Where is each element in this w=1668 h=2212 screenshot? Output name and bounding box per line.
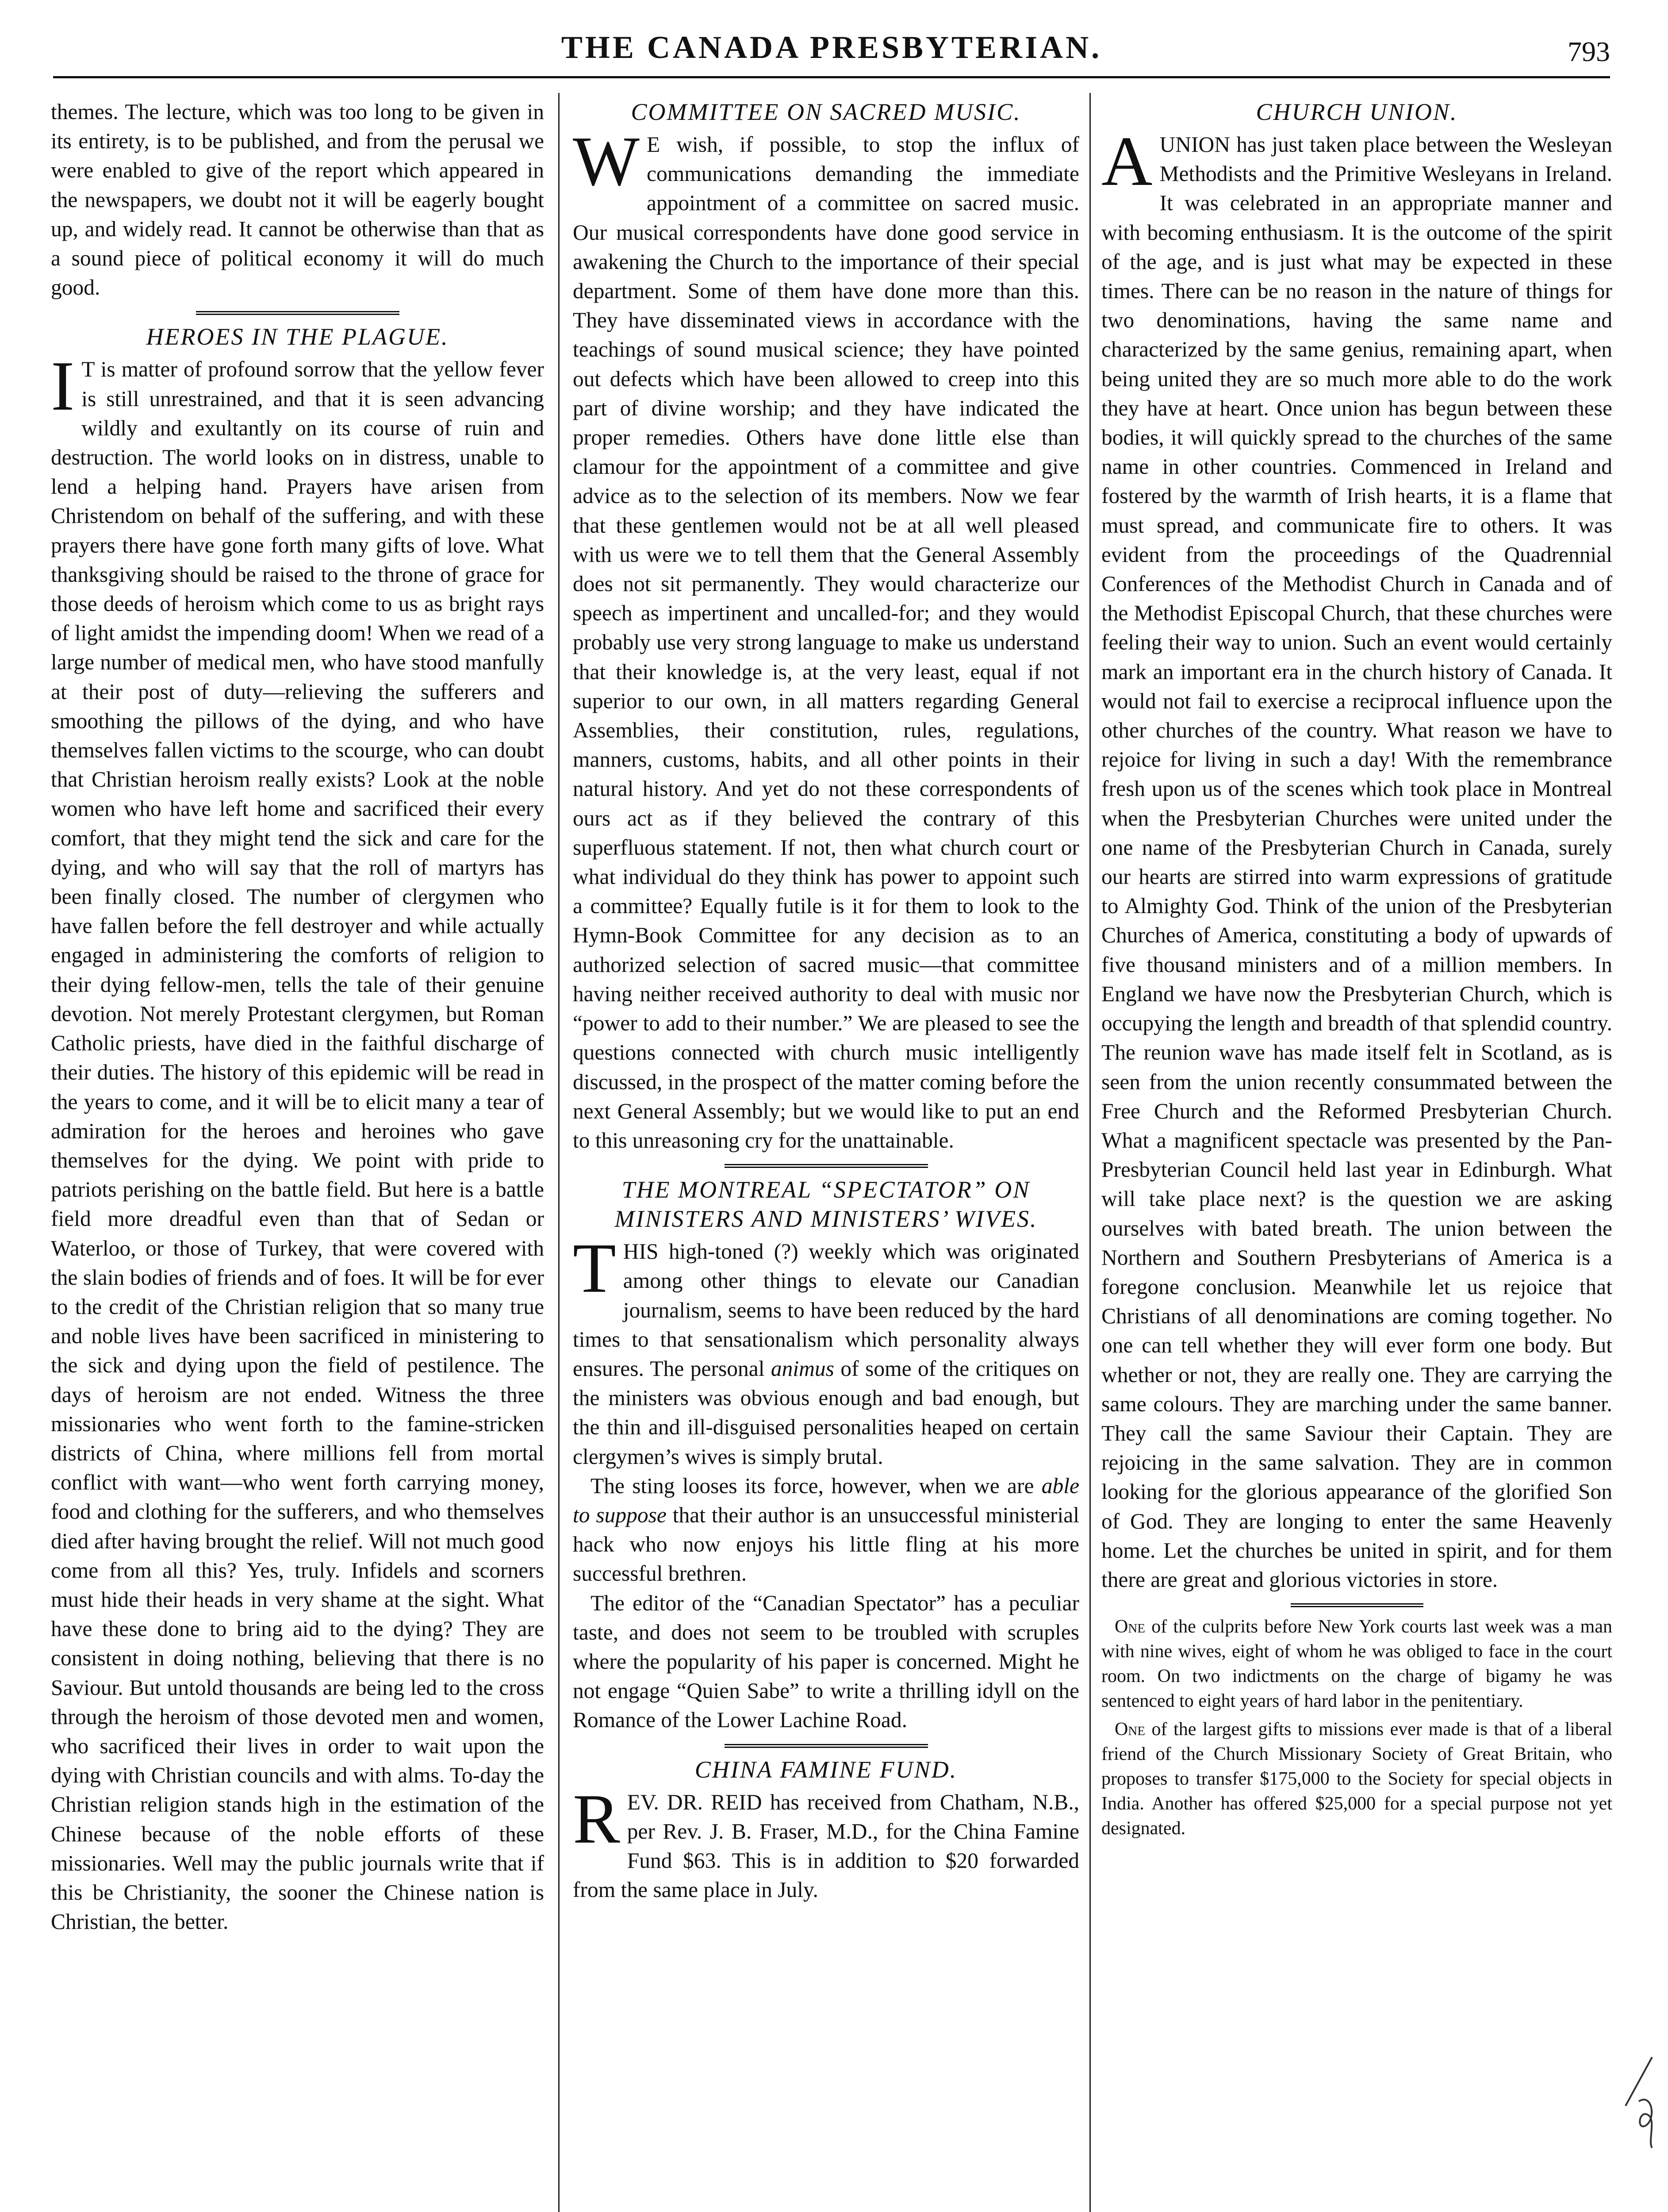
section-separator — [725, 1164, 928, 1168]
spectator-paragraph-3: The editor of the “Canadian Spectator” has a peculiar taste, and does not seem to be troubled with scruples where the popularity of his paper is concerned. Might he not engage “Quien Sabe” to write a thrilling idyll on the Romance of the Lower Lachine Road. — [573, 1590, 1079, 1732]
spectator-text: of some of the critiques on the ministers was obvious enough and bad enough, but the thin and ill-disguised personalities heaped on certain clergymen’s wives is simply brutal. — [573, 1356, 1079, 1469]
newspaper-title: THE CANADA PRESBYTERIAN. — [561, 30, 1102, 65]
italic-phrase: able to suppose — [573, 1473, 1079, 1527]
drop-cap: I — [51, 346, 75, 426]
column-divider — [1089, 93, 1091, 2212]
drop-cap: W — [573, 122, 640, 200]
news-notes — [1101, 1614, 1612, 1841]
column-divider — [558, 93, 560, 2212]
heroes-body: T is matter of profound sorrow that the yellow fever is still unrestrained, and that it is seen advancing wildly and exultantly on its course of ruin and destruction. The world looks on in distress, unable to lend a helping hand. Prayers have arisen from Christendom on behalf of the suffering, and with these prayers there have gone forth many gifts of love. What thanksgiving should be raised to the throne of grace for those deeds of heroism which come to us as bright rays of light amidst the impending doom! When we read of a large number of medical men, who have stood manfully at their post of duty—relieving the sufferers and smoothing the pillows of the dying, and who have themselves fallen victims to the scourge, who can doubt that Christian heroism really exists? Look at the noble women who have left home and sacrificed their every comfort, that they might tend the sick and care for the dying, and who will say that the roll of martyrs has been finally closed. The number of clergymen who have fallen before the fell destroyer and while actually engaged in administering the comforts of religion to their dying fellow-men, tells the tale of their genuine devotion. Not merely Protestant clergymen, but Roman Catholic priests, have died in the faithful discharge of their duties. The history of this epidemic will be read in the years to come, and it will be to elicit many a tear of admiration for the heroes and heroines who gave themselves for the dying. We point with pride to patriots perishing on the battle field. But here is a battle field more dreadful even than that of Sedan or Waterloo, or those of Turkey, that were covered with the slain bodies of friends and of foes. It will be for ever to the credit of the Christian religion that so many true and noble lives have been sacrificed in ministering to the sick and dying upon the field of pestilence. The days of heroism are not ended. Witness the three missionaries who went forth to the famine-stricken districts of China, where millions fell from mortal conflict with want—who went forth carrying money, food and clothing for the sufferers, and who themselves died after having brought the relief. Will not much good come from all this? Yes, truly. Infidels and scorners must hide their heads in very shame at the sight. What have these done to bring aid to the dying? They are consistent in doing nothing, believing that there is no Saviour. But untold thousands are being led to the cross through the heroism of those devoted men and women, who sacrificed their lives in order to wait upon the dying with Christian councils and with alms. To-day the Christian religion stands high in the estimation of the Chinese because of the noble efforts of these missionaries. Well may the public journals write that if this be Christianity, the sooner the Chinese nation is Christian, the better. — [51, 357, 544, 1934]
spectator-heading: THE MONTREAL “SPECTATOR” ON MINISTERS AND MINISTERS’ WIVES. — [614, 1176, 1038, 1233]
drop-cap: R — [573, 1779, 620, 1858]
sacred-music-heading: COMMITTEE ON SACRED MUSIC. — [631, 99, 1021, 125]
spectator-text: that their author is an unsuccessful ministerial hack who now enjoys his little fling at his more successful brethren. — [573, 1502, 1079, 1586]
church-union-heading: CHURCH UNION. — [1256, 99, 1458, 125]
column-right — [1101, 97, 1612, 2212]
sacred-music-article — [573, 122, 1079, 1155]
column-middle — [573, 97, 1079, 2212]
header-rule — [53, 76, 1610, 78]
sacred-music-body: E wish, if possible, to stop the influx of communications demanding the immediate appointment of a committee on sacred music. Our musical correspondents have done good service in awakening the Church to the importance of their special department. Some of them have done more than this. They have disseminated views in accordance with the teachings of sound musical science; they have pointed out defects which have been allowed to creep into this part of divine worship; and they have indicated the proper remedies. Others have done little else than clamour for the appointment of a committee and give advice as to the selection of its members. Now we fear that these gentlemen would not be at all well pleased with us were we to tell them that the General Assembly does not sit permanently. They would characterize our speech as impertinent and uncalled-for; and they would probably use very strong language to make us understand that their knowledge is, at the very least, equal if not superior to our own, in all matters regarding General Assemblies, their constitution, rules, regulations, manners, customs, habits, and all other points in their natural history. And yet do not these correspondents of ours act as if they believed the contrary of this superfluous statement. If not, then what church court or what individual do they think has power to appoint such a committee? Equally futile is it for them to look to the Hymn-Book Committee for any decision as to an authorized selection of sacred music—that committee having neither received authority to deal with music nor “power to add to their number.” We are pleased to see the questions connected with church music intelligently discussed, in the prospect of the matter coming before the next General Assembly; but we would like to put an end to this unreasoning cry for the unattainable. — [573, 132, 1079, 1152]
church-union-body: UNION has just taken place between the Wesleyan Methodists and the Primitive Wesleyans in Ireland. It was celebrated in an appropriate manner and with becoming enthusiasm. It is the outcome of the spirit of the age, and is just what may be expected in these times. There can be no reason in the nature of things for two denominations, having the same name and characterized by the same genius, remaining apart, when being united they are so much more able to do the work they have at heart. Once union has begun between these bodies, it will quickly spread to the churches of the same name in other countries. Commenced in Ireland and fostered by the warmth of Irish hearts, it is a flame that must spread, and communicate fire to others. It was evident from the proceedings of the Quadrennial Conferences of the Methodist Church in Canada and of the Methodist Episcopal Church, that these churches were feeling their way to union. Such an event would certainly mark an important era in the church history of Canada. It would not fail to exercise a reciprocal influence upon the other churches of the country. What reason we have to rejoice for living in such a day! With the remembrance fresh upon us of the scenes which took place in Montreal when the Presbyterian Churches were united under the one name of the Presbyterian Church in Canada, surely our hearts are stirred into warm expressions of gratitude to Almighty God. Think of the union of the Presbyterian Churches of America, constituting a body of upwards of five thousand ministers and of a million members. In England we have now the Presbyterian Church, which is occupying the length and breadth of that splendid country. The reunion wave has made itself felt in Scotland, as is seen from the union recently consummated between the Free Church and the Reformed Presbyterian Church. What a magnificent spectacle was presented by the Pan-Presbyterian Council held last year in Edinburgh. What will take place next? is the question we are asking ourselves with bated breath. The union between the Northern and Southern Presbyterians of America is a foregone conclusion. Meanwhile let us rejoice that Christians of all denominations are coming together. No one can tell whether they will ever form one body. But whether or not, they are really one. They are carrying the same colours. They are marching under the same banner. They call the same Saviour their Captain. They are rejoicing in the same salvation. They are in common looking for the glorious appearance of the glorified Son of God. They are longing to enter the same Heavenly home. Let the churches be united in spirit, and for them there are great and glorious victories in store. — [1101, 132, 1612, 1592]
page-number: 793 — [1568, 36, 1610, 67]
church-union-article — [1101, 122, 1612, 1594]
heroes-article — [51, 346, 544, 1936]
note-text: of the culprits before New York courts last week was a man with nine wives, eight of whom he was obliged to face in the court room. On two indictments on the charge of bigamy he was sentenced to eight years of hard labor in the penitentiary. — [1101, 1617, 1612, 1712]
note-bigamy — [1101, 1614, 1612, 1713]
pencil-mark-icon — [1621, 2053, 1665, 2159]
spectator-paragraph-2 — [573, 1471, 1079, 1589]
spectator-paragraph-1 — [573, 1229, 1079, 1471]
note-missions — [1101, 1717, 1612, 1841]
famine-fund-article — [573, 1779, 1079, 1905]
spectator-text: HIS high-toned (?) weekly which was originated among other things to elevate our Canadian journalism, seems to have been reduced by the hard times to that sensationalism which personality always ensures. The personal — [573, 1239, 1079, 1381]
section-separator — [196, 311, 399, 315]
section-separator — [1291, 1603, 1423, 1607]
note-lead: One — [1115, 1719, 1145, 1740]
famine-fund-heading: CHINA FAMINE FUND. — [694, 1756, 958, 1783]
heroes-heading: HEROES IN THE PLAGUE. — [146, 323, 449, 350]
drop-cap: A — [1101, 122, 1153, 200]
drop-cap: T — [573, 1229, 616, 1308]
lecture-paragraph: themes. The lecture, which was too long to be given in its entirety, is to be published, and from the perusal we were enabled to give of the report which appeared in the newspapers, we doubt not it will be eagerly bought up, and widely read. It cannot be otherwise than that as a sound piece of political economy it will do much good. — [51, 100, 544, 300]
famine-fund-body: EV. DR. REID has received from Chatham, N.B., per Rev. J. B. Fraser, M.D., for the China Famine Fund $63. This is in addition to $20 forwarded from the same place in July. — [573, 1790, 1079, 1902]
note-text: of the largest gifts to missions ever made is that of a liberal friend of the Church Missionary Society of Great Britain, who proposes to transfer $175,000 to the Society for special objects in India. Another has offered $25,000 for a special purpose not yet designated. — [1101, 1719, 1612, 1839]
spectator-text: The sting looses its force, however, when we are — [591, 1473, 1042, 1498]
note-lead: One — [1115, 1617, 1145, 1637]
masthead — [53, 27, 1610, 75]
column-left — [51, 97, 544, 2212]
section-separator — [725, 1744, 928, 1748]
animus-italic: animus — [771, 1356, 834, 1381]
